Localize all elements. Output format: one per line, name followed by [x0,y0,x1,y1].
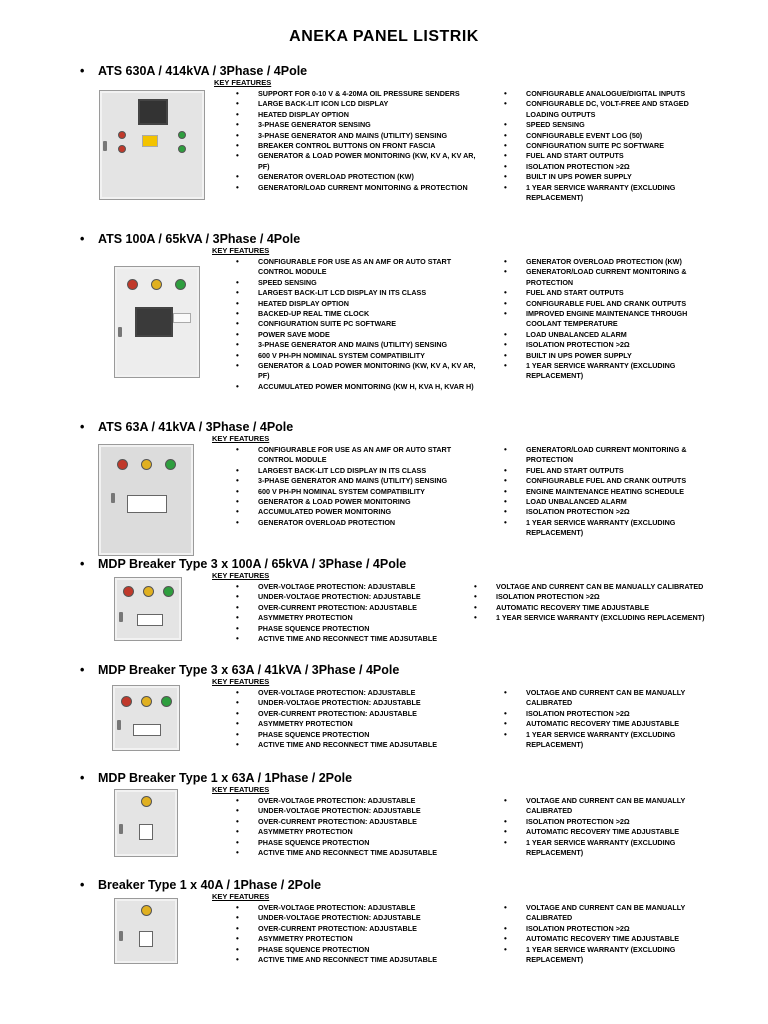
door-handle [117,720,121,730]
feature-item: • ASYMMETRY PROTECTION [236,934,486,944]
feature-item: • AUTOMATIC RECOVERY TIME ADJUSTABLE [504,719,719,729]
feature-item: • ISOLATION PROTECTION >2Ω [474,592,719,602]
feature-item: • ISOLATION PROTECTION >2Ω [504,340,719,350]
feature-item: • OVER-CURRENT PROTECTION: ADJUSTABLE [236,603,486,613]
feature-item: • PHASE SQUENCE PROTECTION [236,730,486,740]
feature-item: • BUILT IN UPS POWER SUPPLY [504,351,719,361]
feature-item: • ISOLATION PROTECTION >2Ω [504,817,719,827]
feature-item: • 3-PHASE GENERATOR AND MAINS (UTILITY) SENSING [236,340,486,350]
page-title: ANEKA PANEL LISTRIK [289,28,479,45]
panel-photo [98,444,194,556]
feature-list-right [504,257,719,382]
feature-item: • UNDER-VOLTAGE PROTECTION: ADJUSTABLE [236,698,486,708]
section-heading: • ATS 100A / 65kVA / 3Phase / 4Pole [80,232,301,246]
indicator-lamp [163,586,174,597]
feature-item: • ACTIVE TIME AND RECONNECT TIME ADJSUTABLE [236,634,486,644]
feature-item: • CONFIGURABLE FOR USE AS AN AMF OR AUTO START CONTROL MODULE [236,257,486,278]
feature-item: • FUEL AND START OUTPUTS [504,288,719,298]
feature-item: • GENERATOR/LOAD CURRENT MONITORING & PROTECTION [504,445,719,466]
feature-item: • ASYMMETRY PROTECTION [236,613,486,623]
feature-item: • LARGE BACK-LIT ICON LCD DISPLAY [236,99,486,109]
feature-item: • UNDER-VOLTAGE PROTECTION: ADJUSTABLE [236,592,486,602]
indicator-lamp [175,279,186,290]
section-heading: • MDP Breaker Type 1 x 63A / 1Phase / 2Pole [80,771,353,785]
feature-item: • ACCUMULATED POWER MONITORING [236,507,486,517]
feature-item: • HEATED DISPLAY OPTION [236,299,486,309]
controller-lcd [138,99,168,125]
feature-item: • ACTIVE TIME AND RECONNECT TIME ADJSUTABLE [236,740,486,750]
feature-item: • VOLTAGE AND CURRENT CAN BE MANUALLY CALIBRATED [504,796,719,817]
feature-item: • PHASE SQUENCE PROTECTION [236,624,486,634]
indicator-lamp [165,459,176,470]
feature-item: • AUTOMATIC RECOVERY TIME ADJUSTABLE [504,827,719,837]
feature-item: • OVER-CURRENT PROTECTION: ADJUSTABLE [236,817,486,827]
panel-photo [114,898,178,964]
key-features-label: KEY FEATURES [212,571,270,580]
indicator-lamp [178,145,186,153]
key-features-label: KEY FEATURES [212,434,270,443]
key-features-label: KEY FEATURES [212,785,270,794]
feature-item: • 1 YEAR SERVICE WARRANTY (EXCLUDING REPLACEMENT) [504,945,719,966]
feature-item: • SPEED SENSING [236,278,486,288]
feature-item: • OVER-VOLTAGE PROTECTION: ADJUSTABLE [236,796,486,806]
feature-list-right [504,89,719,203]
controller-lcd [135,307,173,337]
feature-item: • VOLTAGE AND CURRENT CAN BE MANUALLY CALIBRATED [474,582,719,592]
feature-item: • GENERATOR/LOAD CURRENT MONITORING & PROTECTION [236,183,486,193]
feature-item: • ASYMMETRY PROTECTION [236,827,486,837]
feature-item: • HEATED DISPLAY OPTION [236,110,486,120]
feature-item: • GENERATOR OVERLOAD PROTECTION (KW) [236,172,486,182]
feature-item: • OVER-CURRENT PROTECTION: ADJUSTABLE [236,709,486,719]
feature-item: • 600 V PH-PH NOMINAL SYSTEM COMPATIBILITY [236,487,486,497]
door-handle [103,141,107,151]
section-heading: • MDP Breaker Type 3 x 100A / 65kVA / 3Phase / 4Pole [80,557,407,571]
feature-item: • 600 V PH-PH NOMINAL SYSTEM COMPATIBILITY [236,351,486,361]
feature-item: • AUTOMATIC RECOVERY TIME ADJUSTABLE [504,934,719,944]
panel-photo [114,577,182,641]
digital-meter [133,724,161,736]
feature-list-right [504,796,719,858]
feature-item: • ACTIVE TIME AND RECONNECT TIME ADJSUTABLE [236,848,486,858]
feature-list-left [236,903,486,965]
feature-item: • ISOLATION PROTECTION >2Ω [504,709,719,719]
indicator-lamp [161,696,172,707]
door-handle [111,493,115,503]
feature-item: • LOAD UNBALANCED ALARM [504,497,719,507]
indicator-lamp [143,586,154,597]
feature-item: • BREAKER CONTROL BUTTONS ON FRONT FASCIA [236,141,486,151]
feature-item: • GENERATOR/LOAD CURRENT MONITORING & PROTECTION [504,267,719,288]
feature-item: • 1 YEAR SERVICE WARRANTY (EXCLUDING REPLACEMENT) [504,838,719,859]
feature-item: • LOAD UNBALANCED ALARM [504,330,719,340]
panel-photo [114,266,200,378]
key-features-label: KEY FEATURES [212,677,270,686]
digital-meter [127,495,167,513]
feature-item: • IMPROVED ENGINE MAINTENANCE THROUGH COOLANT TEMPERATURE [504,309,719,330]
feature-item: • 3-PHASE GENERATOR AND MAINS (UTILITY) SENSING [236,476,486,486]
key-features-label: KEY FEATURES [212,246,270,255]
feature-item: • LARGEST BACK-LIT LCD DISPLAY IN ITS CLASS [236,466,486,476]
indicator-lamp [141,696,152,707]
section-heading: • Breaker Type 1 x 40A / 1Phase / 2Pole [80,878,322,892]
feature-item: • CONFIGURABLE FUEL AND CRANK OUTPUTS [504,476,719,486]
feature-item: • GENERATOR & LOAD POWER MONITORING (KW, KV A, KV AR, PF) [236,151,486,172]
feature-item: • FUEL AND START OUTPUTS [504,466,719,476]
door-handle [119,824,123,834]
feature-item: • OVER-VOLTAGE PROTECTION: ADJUSTABLE [236,688,486,698]
emergency-label [173,313,191,323]
feature-list-right [504,445,719,539]
feature-item: • SPEED SENSING [504,120,719,130]
feature-list-left [236,89,486,193]
feature-item: • CONFIGURABLE DC, VOLT-FREE AND STAGED LOADING OUTPUTS [504,99,719,120]
feature-item: • UNDER-VOLTAGE PROTECTION: ADJUSTABLE [236,913,486,923]
indicator-lamp [123,586,134,597]
feature-item: • BACKED-UP REAL TIME CLOCK [236,309,486,319]
feature-item: • OVER-VOLTAGE PROTECTION: ADJUSTABLE [236,582,486,592]
panel-photo [99,90,205,200]
indicator-lamp [178,131,186,139]
feature-item: • 1 YEAR SERVICE WARRANTY (EXCLUDING REPLACEMENT) [504,518,719,539]
indicator-lamp [141,459,152,470]
feature-item: • AUTOMATIC RECOVERY TIME ADJUSTABLE [474,603,719,613]
feature-item: • UNDER-VOLTAGE PROTECTION: ADJUSTABLE [236,806,486,816]
feature-item: • LARGEST BACK-LIT LCD DISPLAY IN ITS CLASS [236,288,486,298]
feature-item: • CONFIGURABLE FOR USE AS AN AMF OR AUTO START CONTROL MODULE [236,445,486,466]
feature-item: • ISOLATION PROTECTION >2Ω [504,162,719,172]
indicator-lamp [118,145,126,153]
feature-item: • 3-PHASE GENERATOR AND MAINS (UTILITY) SENSING [236,131,486,141]
feature-item: • 1 YEAR SERVICE WARRANTY (EXCLUDING REPLACEMENT) [474,613,719,623]
feature-item: • 3-PHASE GENERATOR SENSING [236,120,486,130]
feature-item: • GENERATOR & LOAD POWER MONITORING (KW, KV A, KV AR, PF) [236,361,486,382]
digital-meter [139,824,153,840]
feature-item: • CONFIGURABLE ANALOGUE/DIGITAL INPUTS [504,89,719,99]
feature-item: • VOLTAGE AND CURRENT CAN BE MANUALLY CALIBRATED [504,688,719,709]
feature-item: • GENERATOR OVERLOAD PROTECTION [236,518,486,528]
section-heading: • ATS 63A / 41kVA / 3Phase / 4Pole [80,420,294,434]
feature-item: • 1 YEAR SERVICE WARRANTY (EXCLUDING REPLACEMENT) [504,183,719,204]
indicator-lamp [121,696,132,707]
feature-list-left [236,257,486,392]
feature-item: • ACCUMULATED POWER MONITORING (KW H, KVA H, KVAR H) [236,382,486,392]
feature-item: • ISOLATION PROTECTION >2Ω [504,924,719,934]
feature-item: • OVER-CURRENT PROTECTION: ADJUSTABLE [236,924,486,934]
indicator-lamp [141,905,152,916]
feature-item: • SUPPORT FOR 0-10 V & 4-20MA OIL PRESSURE SENDERS [236,89,486,99]
indicator-lamp [117,459,128,470]
door-handle [119,931,123,941]
feature-list-left [236,688,486,750]
feature-item: • CONFIGURATION SUITE PC SOFTWARE [236,319,486,329]
panel-photo [114,789,178,857]
warning-label [142,135,158,147]
feature-list-right [504,688,719,750]
indicator-lamp [127,279,138,290]
indicator-lamp [141,796,152,807]
feature-item: • PHASE SQUENCE PROTECTION [236,838,486,848]
section-heading: • MDP Breaker Type 3 x 63A / 41kVA / 3Phase / 4Pole [80,663,400,677]
feature-item: • GENERATOR OVERLOAD PROTECTION (KW) [504,257,719,267]
feature-item: • ENGINE MAINTENANCE HEATING SCHEDULE [504,487,719,497]
feature-item: • POWER SAVE MODE [236,330,486,340]
key-features-label: KEY FEATURES [214,78,272,87]
feature-item: • 1 YEAR SERVICE WARRANTY (EXCLUDING REPLACEMENT) [504,361,719,382]
key-features-label: KEY FEATURES [212,892,270,901]
door-handle [119,612,123,622]
feature-list-left [236,582,486,644]
digital-meter [139,931,153,947]
feature-item: • CONFIGURATION SUITE PC SOFTWARE [504,141,719,151]
section-heading: • ATS 630A / 414kVA / 3Phase / 4Pole [80,64,308,78]
feature-item: • ACTIVE TIME AND RECONNECT TIME ADJSUTABLE [236,955,486,965]
feature-item: • ISOLATION PROTECTION >2Ω [504,507,719,517]
feature-item: • ASYMMETRY PROTECTION [236,719,486,729]
feature-list-right [504,903,719,965]
feature-item: • BUILT IN UPS POWER SUPPLY [504,172,719,182]
feature-item: • CONFIGURABLE EVENT LOG (50) [504,131,719,141]
door-handle [118,327,122,337]
feature-item: • FUEL AND START OUTPUTS [504,151,719,161]
feature-list-left [236,796,486,858]
feature-item: • PHASE SQUENCE PROTECTION [236,945,486,955]
feature-item: • VOLTAGE AND CURRENT CAN BE MANUALLY CALIBRATED [504,903,719,924]
panel-photo [112,685,180,751]
indicator-lamp [151,279,162,290]
feature-list-right [474,582,719,624]
feature-item: • CONFIGURABLE FUEL AND CRANK OUTPUTS [504,299,719,309]
feature-item: • 1 YEAR SERVICE WARRANTY (EXCLUDING REPLACEMENT) [504,730,719,751]
indicator-lamp [118,131,126,139]
feature-item: • OVER-VOLTAGE PROTECTION: ADJUSTABLE [236,903,486,913]
digital-meter [137,614,163,626]
feature-item: • GENERATOR & LOAD POWER MONITORING [236,497,486,507]
feature-list-left [236,445,486,528]
